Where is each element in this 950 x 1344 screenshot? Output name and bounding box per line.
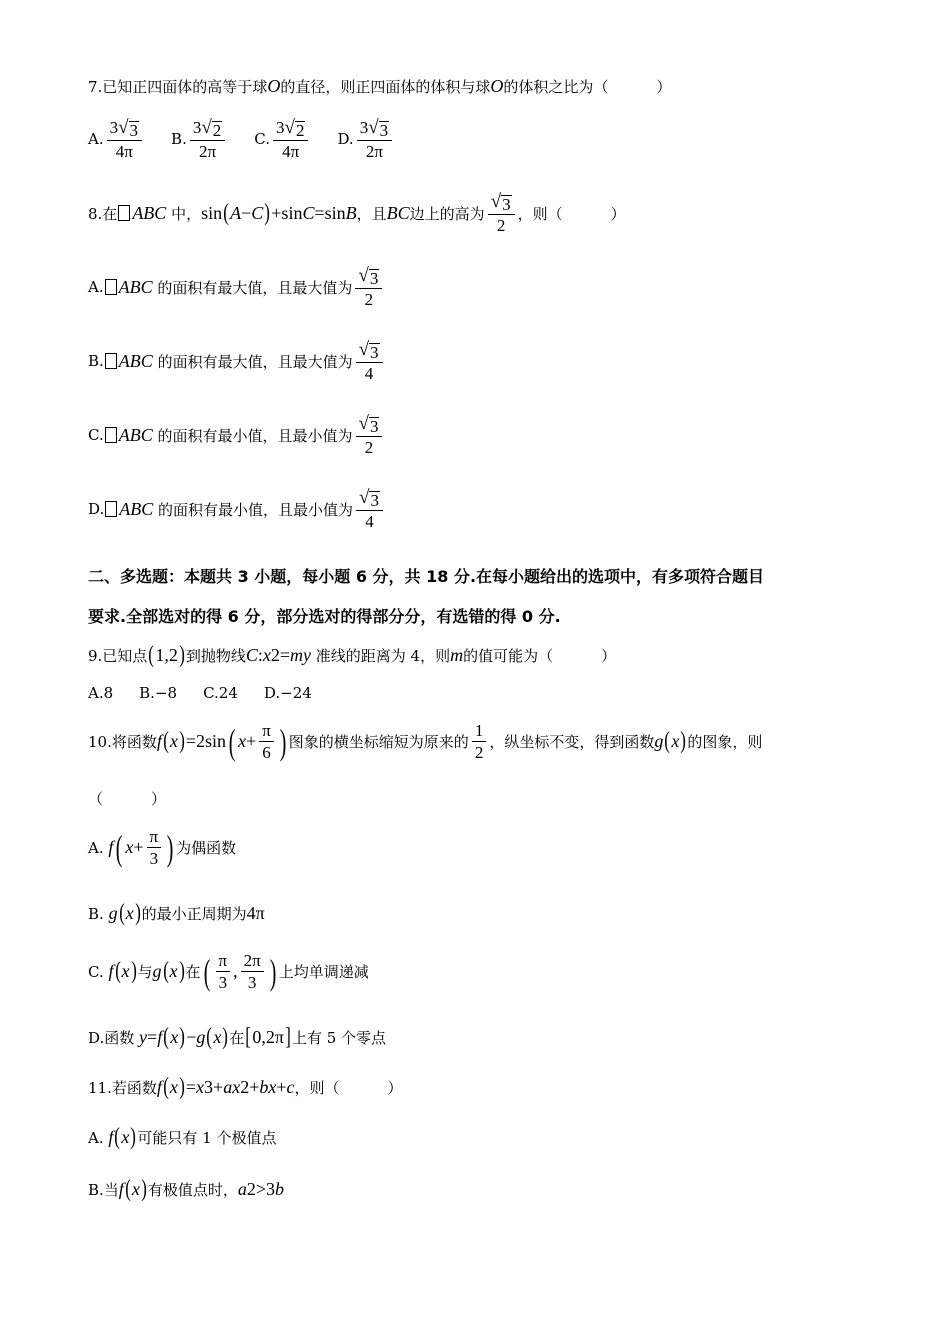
q10-option-b: B. g ( x ) 的最小正周期为 4π bbox=[88, 900, 265, 926]
q9-option-a: A.8 bbox=[88, 684, 114, 702]
q8-option-b: B. ABC 的面积有最大值，且最大值为 √ 3 4 bbox=[88, 340, 386, 383]
q7-options bbox=[88, 118, 421, 161]
q10-stem: 10.将函数 f ( x ) =2sin ( x + $\frac{\pi}{6}$ ) 图象的横坐标缩短为原来的 $\frac{1}{2}$ ，纵坐标不变，得到函数 g ( x ) 的图象，则 bbox=[88, 721, 763, 762]
q11-option-b: B.当 f ( x ) 有极值点时， a 2 >3 b bbox=[88, 1176, 284, 1202]
q7-option-d: D. 3 √ 3 2π bbox=[337, 118, 395, 161]
section2-title-line1: 二、多选题：本题共 3 小题，每小题 6 分，共 18 分.在每小题给出的选项中，有多项符合题目 bbox=[88, 567, 765, 586]
q10-option-d: D.函数 y = f ( x ) − g ( x ) 在 [ 0,2π ] 上有 5 个零点 bbox=[88, 1024, 387, 1050]
q9-option-b: B.−8 bbox=[139, 684, 178, 702]
q9-options bbox=[88, 684, 338, 702]
q8-option-c: C. ABC 的面积有最小值，且最小值为 √ 3 2 bbox=[88, 414, 385, 457]
q10-stem-cont: （ ） bbox=[88, 790, 167, 808]
q10-option-c: C. f ( x ) 与 g ( x ) 在 ( $\frac{\pi}{3}$ , $\frac{2\pi}{3}$ ) 上均单调递减 bbox=[88, 951, 369, 992]
q7-option-c: C. 3 √ 2 4π bbox=[254, 118, 311, 161]
section2-title-line2: 要求.全部选对的得 6 分，部分选对的得部分分，有选错的得 0 分. bbox=[88, 607, 561, 626]
q7-stem: 7.已知正四面体的高等于球 O 的直径，则正四面体的体积与球 O 的体积之比为（ ） bbox=[88, 76, 672, 96]
q9-option-d: D.−24 bbox=[263, 684, 312, 702]
q7-option-a: A. 3 √ 3 4π bbox=[88, 118, 145, 161]
q7-option-b: B. 3 √ 2 2π bbox=[171, 118, 228, 161]
q9-stem: 9.已知点 ( 1,2 ) 到抛物线 C : x 2 = my 准线的距离为 4，则 m 的值可能为（ ） bbox=[88, 642, 617, 668]
q10-option-a: A. f ( x + $\frac{\pi}{3}$ ) 为偶函数 bbox=[88, 827, 237, 868]
q9-option-c: C.24 bbox=[203, 684, 238, 702]
q11-option-a: A. f ( x ) 可能只有 1 个极值点 bbox=[88, 1124, 277, 1150]
q8-option-a: A. ABC 的面积有最大值，且最大值为 √ 3 2 bbox=[88, 266, 385, 309]
q8-stem: 8.在 ABC 中， sin ( A − C ) +sin C =sin B ，且 BC 边上的高为 √ 3 2 ，则（ ） bbox=[88, 191, 626, 235]
q8-option-d: D. ABC 的面积有最小值，且最小值为 √ 3 4 bbox=[88, 488, 386, 531]
q11-stem: 11.若函数 f ( x ) = x 3 + ax 2 + bx + c ，则（ ） bbox=[88, 1074, 403, 1100]
